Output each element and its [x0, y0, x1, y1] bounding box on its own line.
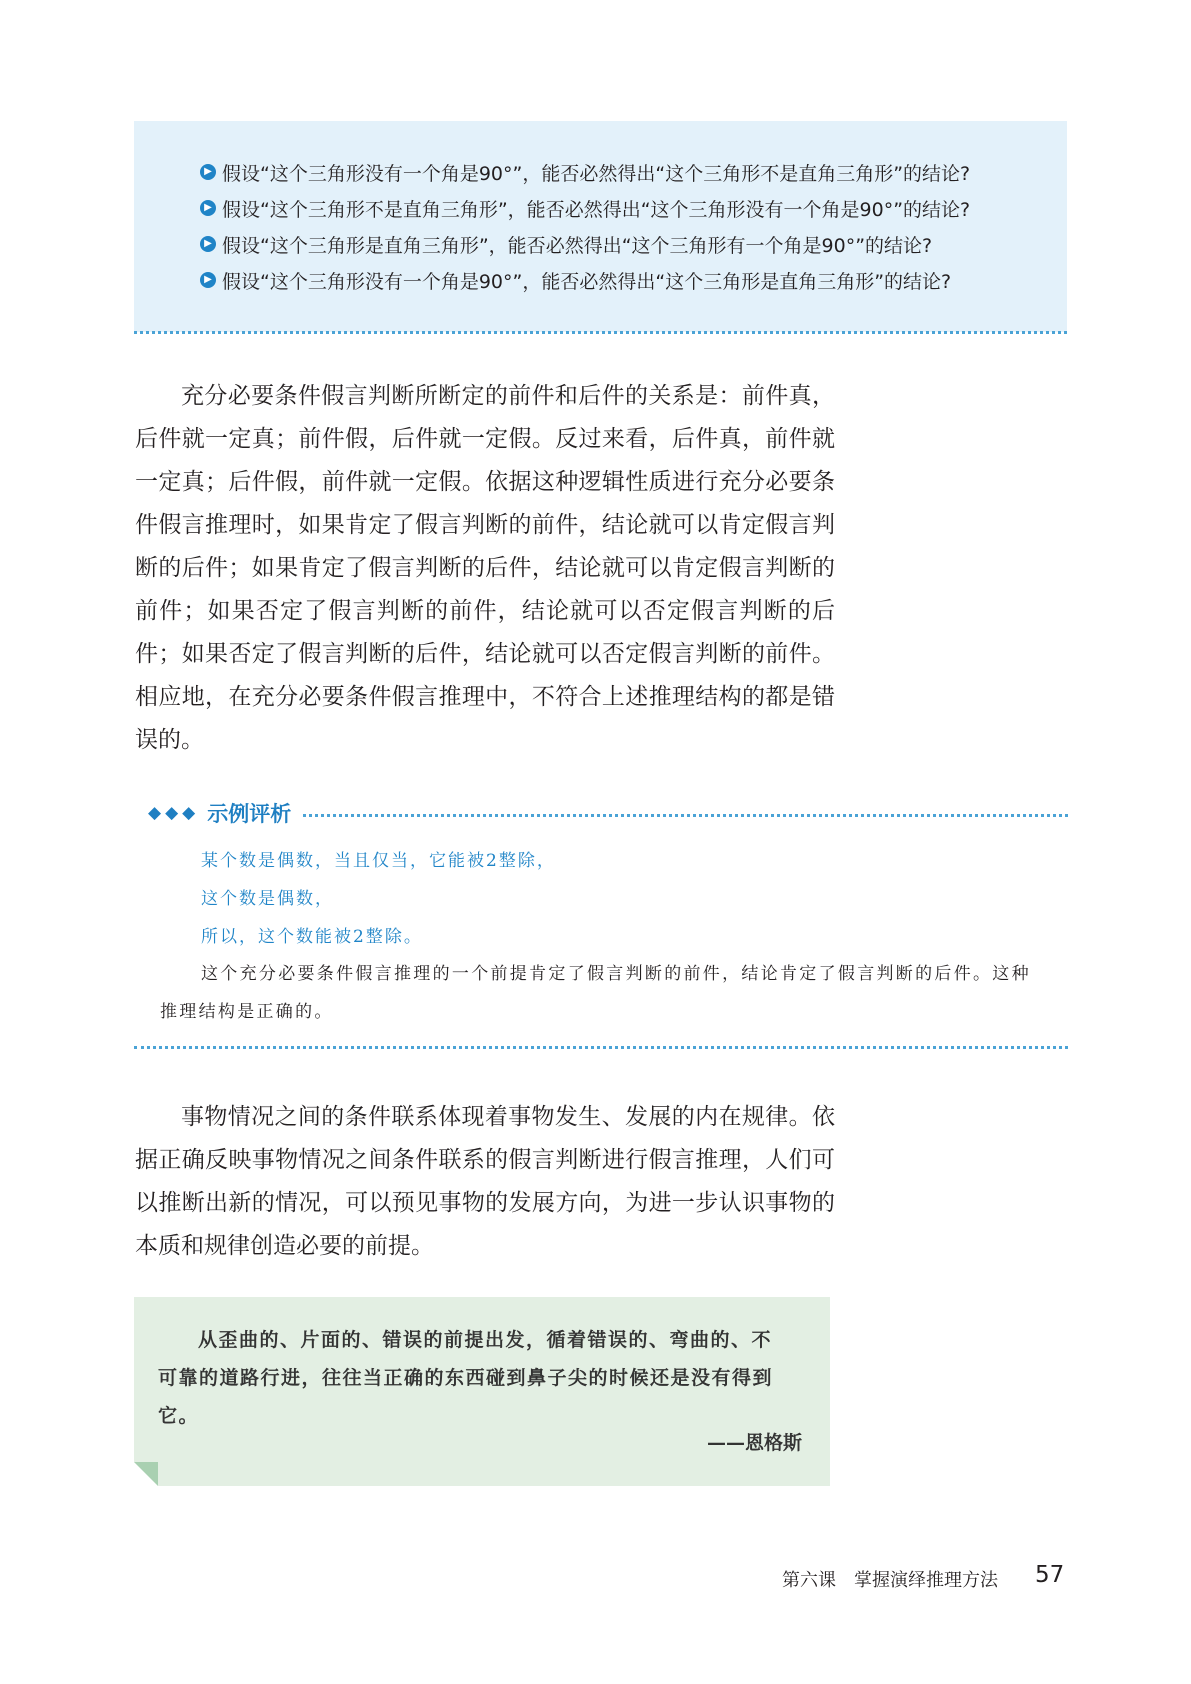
body-paragraph-2: 事物情况之间的条件联系体现着事物发生、发展的内在规律。依据正确反映事物情况之间条件联系的假言判断进行假言推理，人们可以推断出新的情况，可以预见事物的发展方向，为进一步认识事物的本质和规律创造必要的前提。: [135, 1104, 835, 1259]
example-section-header: [148, 799, 1068, 827]
quote-text: 从歪曲的、片面的、错误的前提出发，循着错误的、弯曲的、不可靠的道路行进，往往当正确的东西碰到鼻子尖的时候还是没有得到它。: [158, 1329, 774, 1427]
question-list: [200, 154, 970, 298]
body-paragraph-1: 充分必要条件假言判断所断定的前件和后件的关系是：前件真，后件就一定真；前件假，后件就一定假。反过来看，后件真，前件就一定真；后件假，前件就一定假。依据这种逻辑性质进行充分必要条件假言推理时，如果肯定了假言判断的前件，结论就可以肯定假言判断的后件；如果肯定了假言判断的后件，结论就可以肯定假言判断的前件；如果否定了假言判断的前件，结论就可以否定假言判断的后件；如果否定了假言判断的后件，结论就可以否定假言判断的前件。相应地，在充分必要条件假言推理中，不符合上述推理结构的都是错误的。: [135, 383, 835, 753]
example-premise-2: 这个数是偶数，: [201, 889, 334, 909]
page-fold-corner: [134, 1462, 158, 1486]
quote-box: [134, 1297, 830, 1486]
example-explanation: 这个充分必要条件假言推理的一个前提肯定了假言判断的前件，结论肯定了假言判断的后件。这种推理结构是正确的。: [160, 964, 1031, 1022]
question-item: [200, 154, 970, 190]
page-number: 57: [1035, 1562, 1065, 1588]
arrow-bullet-icon: ▶: [200, 236, 216, 252]
arrow-bullet-icon: ▶: [200, 200, 216, 216]
question-item: [200, 190, 970, 226]
example-bottom-divider: [134, 1046, 1068, 1049]
example-premise-1: 某个数是偶数，当且仅当，它能被2整除，: [201, 851, 556, 871]
example-conclusion: 所以，这个数能被2整除。: [201, 927, 423, 947]
question-text: 假设“这个三角形是直角三角形”，能否必然得出“这个三角形有一个角是90°”的结论?: [222, 234, 933, 257]
diamond-icons: ◆◆◆: [148, 803, 200, 823]
arrow-bullet-icon: ▶: [200, 164, 216, 180]
question-item: [200, 226, 970, 262]
arrow-bullet-icon: ▶: [200, 272, 216, 288]
quote-author: ——恩格斯: [706, 1432, 802, 1454]
example-title: 示例评析: [207, 802, 292, 826]
example-header-divider: [303, 814, 1068, 817]
question-box-divider: [134, 331, 1067, 334]
footer-chapter-title: 第六课 掌握演绎推理方法: [782, 1570, 998, 1591]
question-text: 假设“这个三角形没有一个角是90°”，能否必然得出“这个三角形是直角三角形”的结论?: [222, 270, 952, 293]
question-text: 假设“这个三角形没有一个角是90°”，能否必然得出“这个三角形不是直角三角形”的结论?: [222, 162, 971, 185]
question-item: [200, 262, 970, 298]
question-text: 假设“这个三角形不是直角三角形”，能否必然得出“这个三角形没有一个角是90°”的结论?: [222, 198, 971, 221]
